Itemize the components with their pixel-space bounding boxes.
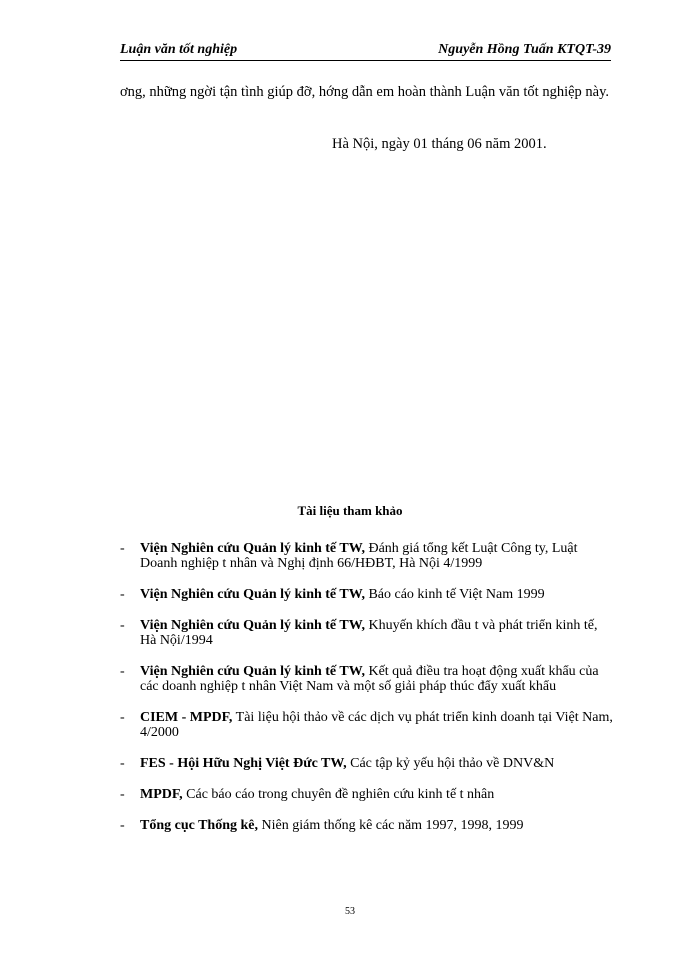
reference-author: Viện Nghiên cứu Quản lý kinh tế TW,	[140, 664, 365, 679]
reference-text: Báo cáo kinh tế Việt Nam 1999	[364, 587, 545, 602]
reference-item	[120, 787, 615, 802]
reference-author: CIEM - MPDF,	[140, 710, 233, 725]
list-bullet: -	[120, 664, 125, 679]
list-bullet: -	[120, 618, 125, 633]
list-bullet: -	[120, 587, 125, 602]
list-bullet: -	[120, 818, 125, 833]
reference-text: Tài liệu hội thảo về các dịch vụ phát triển kinh doanh tại Việt Nam, 4/2000	[140, 710, 613, 740]
reference-author: MPDF,	[140, 787, 183, 802]
reference-author: Viện Nghiên cứu Quản lý kinh tế TW,	[140, 541, 365, 556]
header-thesis-title: Luận văn tốt nghiệp	[120, 42, 238, 57]
reference-text: Niên giám thống kê các năm 1997, 1998, 1999	[258, 818, 524, 833]
reference-author: Viện Nghiên cứu Quản lý kinh tế TW,	[140, 587, 365, 602]
list-bullet: -	[120, 756, 125, 771]
reference-text: Kết quả điều tra hoạt động xuất khẩu của các doanh nghiệp t nhân Việt Nam và một số giải pháp thúc đẩy xuất khẩu	[140, 664, 599, 694]
reference-item	[120, 618, 615, 648]
reference-author: FES - Hội Hữu Nghị Việt Đức TW,	[140, 756, 347, 771]
reference-text: Đánh giá tổng kết Luật Công ty, Luật Doanh nghiệp t nhân và Nghị định 66/HĐBT, Hà Nội 4/1999	[140, 541, 578, 571]
page-header	[120, 42, 611, 61]
reference-list	[120, 541, 615, 849]
references-heading: Tài liệu tham khảo	[297, 503, 403, 518]
reference-item	[120, 756, 615, 771]
list-bullet: -	[120, 710, 125, 725]
reference-text: Khuyến khích đầu t và phát triển kinh tế, Hà Nội/1994	[140, 618, 598, 648]
reference-item	[120, 541, 615, 571]
reference-item	[120, 818, 615, 833]
reference-author: Tổng cục Thống kê,	[140, 818, 258, 833]
list-bullet: -	[120, 541, 125, 556]
date-line: Hà Nội, ngày 01 tháng 06 năm 2001.	[332, 136, 547, 152]
reference-item	[120, 710, 615, 740]
reference-text: Các báo cáo trong chuyên đề nghiên cứu kinh tế t nhân	[182, 787, 495, 802]
reference-item	[120, 587, 615, 602]
list-bullet: -	[120, 787, 125, 802]
header-author: Nguyễn Hồng Tuấn KTQT-39	[438, 42, 611, 57]
reference-item	[120, 664, 615, 694]
reference-text: Các tập kỷ yếu hội thảo về DNV&N	[346, 756, 555, 771]
acknowledgement-paragraph: ơng, những ngời tận tình giúp đỡ, hớng dẫn em hoàn thành Luận văn tốt nghiệp này.	[120, 84, 610, 100]
reference-author: Viện Nghiên cứu Quản lý kinh tế TW,	[140, 618, 365, 633]
page-number: 53	[345, 906, 355, 917]
